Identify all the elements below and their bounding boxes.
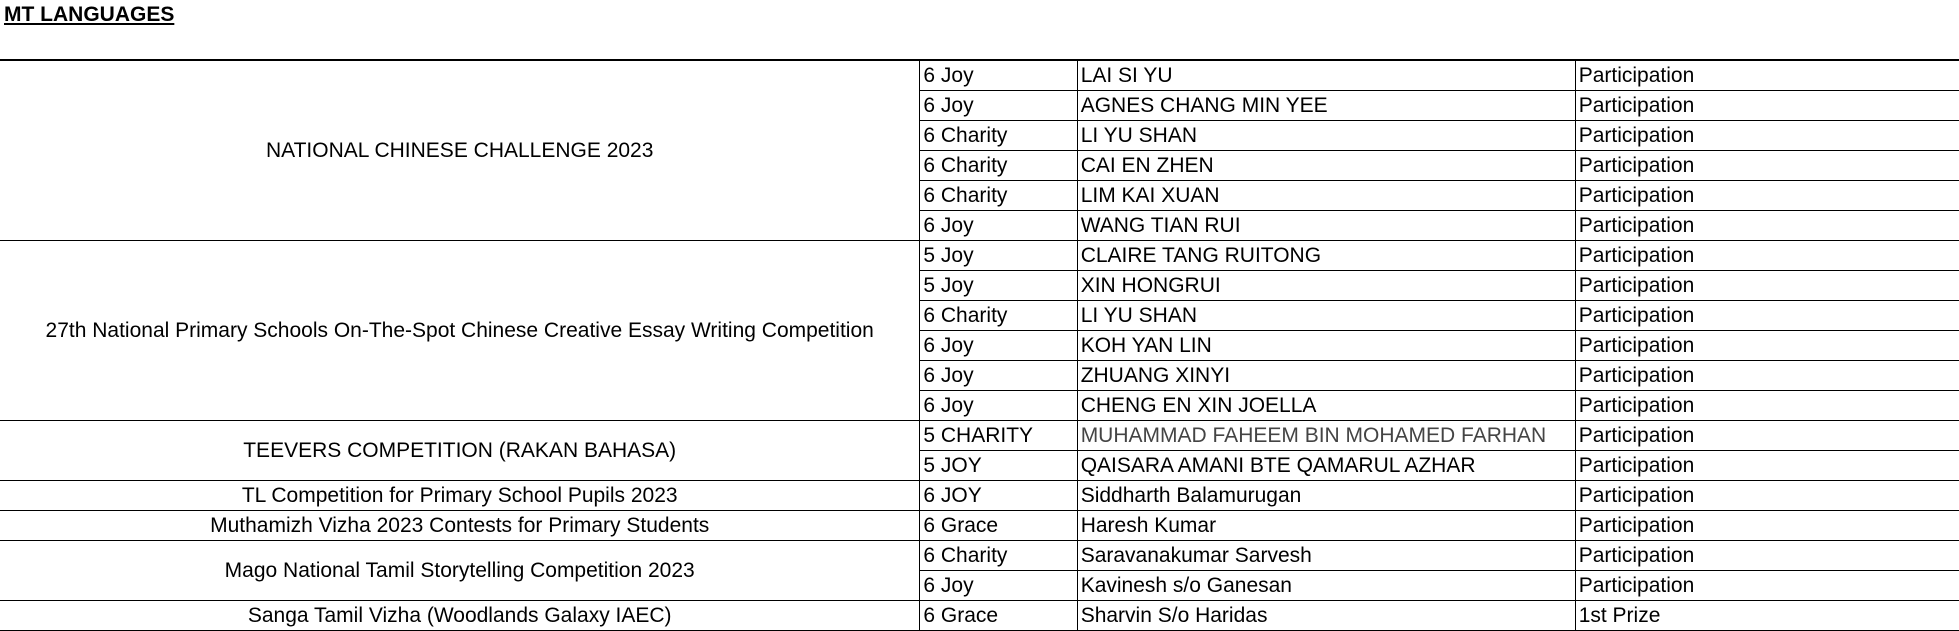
- student-name-cell[interactable]: LIM KAI XUAN: [1077, 181, 1575, 211]
- award-cell[interactable]: Participation: [1575, 331, 1959, 361]
- award-cell[interactable]: 1st Prize: [1575, 601, 1959, 631]
- table-row: [0, 241, 1959, 271]
- student-name-cell[interactable]: ZHUANG XINYI: [1077, 361, 1575, 391]
- student-name-cell[interactable]: LAI SI YU: [1077, 61, 1575, 91]
- award-cell[interactable]: Participation: [1575, 481, 1959, 511]
- table-row: [0, 61, 1959, 91]
- class-cell[interactable]: 6 Charity: [920, 181, 1077, 211]
- student-name-cell[interactable]: QAISARA AMANI BTE QAMARUL AZHAR: [1077, 451, 1575, 481]
- award-cell[interactable]: Participation: [1575, 271, 1959, 301]
- competition-name-cell[interactable]: Sanga Tamil Vizha (Woodlands Galaxy IAEC): [0, 601, 920, 631]
- award-cell[interactable]: Participation: [1575, 211, 1959, 241]
- competition-name-cell[interactable]: TL Competition for Primary School Pupils 2023: [0, 481, 920, 511]
- student-name-cell[interactable]: CLAIRE TANG RUITONG: [1077, 241, 1575, 271]
- award-cell[interactable]: Participation: [1575, 391, 1959, 421]
- class-cell[interactable]: 6 Charity: [920, 151, 1077, 181]
- award-cell[interactable]: Participation: [1575, 541, 1959, 571]
- table-row: [0, 421, 1959, 451]
- student-name-cell[interactable]: Kavinesh s/o Ganesan: [1077, 571, 1575, 601]
- award-cell[interactable]: Participation: [1575, 511, 1959, 541]
- student-name-cell[interactable]: KOH YAN LIN: [1077, 331, 1575, 361]
- student-name-cell[interactable]: Saravanakumar Sarvesh: [1077, 541, 1575, 571]
- competition-name-cell[interactable]: NATIONAL CHINESE CHALLENGE 2023: [0, 61, 920, 241]
- table-row: [0, 511, 1959, 541]
- award-cell[interactable]: Participation: [1575, 451, 1959, 481]
- student-name-cell[interactable]: Haresh Kumar: [1077, 511, 1575, 541]
- student-name-cell[interactable]: XIN HONGRUI: [1077, 271, 1575, 301]
- competition-name-cell[interactable]: Mago National Tamil Storytelling Competition 2023: [0, 541, 920, 601]
- award-cell[interactable]: Participation: [1575, 61, 1959, 91]
- award-cell[interactable]: Participation: [1575, 421, 1959, 451]
- table-row: [0, 601, 1959, 631]
- table-row: [0, 541, 1959, 571]
- class-cell[interactable]: 6 Grace: [920, 601, 1077, 631]
- class-cell[interactable]: 6 JOY: [920, 481, 1077, 511]
- class-cell[interactable]: 6 Joy: [920, 391, 1077, 421]
- competition-name-cell[interactable]: TEEVERS COMPETITION (RAKAN BAHASA): [0, 421, 920, 481]
- sheet-title: MT LANGUAGES: [4, 3, 175, 26]
- student-name-cell[interactable]: Sharvin S/o Haridas: [1077, 601, 1575, 631]
- class-cell[interactable]: 6 Charity: [920, 121, 1077, 151]
- results-table-body: [0, 61, 1959, 631]
- student-name-cell[interactable]: CHENG EN XIN JOELLA: [1077, 391, 1575, 421]
- student-name-cell[interactable]: Siddharth Balamurugan: [1077, 481, 1575, 511]
- class-cell[interactable]: 6 Joy: [920, 331, 1077, 361]
- student-name-cell[interactable]: WANG TIAN RUI: [1077, 211, 1575, 241]
- award-cell[interactable]: Participation: [1575, 301, 1959, 331]
- class-cell[interactable]: 5 Joy: [920, 271, 1077, 301]
- class-cell[interactable]: 5 CHARITY: [920, 421, 1077, 451]
- title-row: [0, 0, 1959, 60]
- award-cell[interactable]: Participation: [1575, 571, 1959, 601]
- student-name-cell[interactable]: AGNES CHANG MIN YEE: [1077, 91, 1575, 121]
- results-table: [0, 60, 1959, 631]
- student-name-cell[interactable]: LI YU SHAN: [1077, 301, 1575, 331]
- award-cell[interactable]: Participation: [1575, 121, 1959, 151]
- class-cell[interactable]: 6 Joy: [920, 361, 1077, 391]
- competition-name-cell[interactable]: 27th National Primary Schools On-The-Spot Chinese Creative Essay Writing Competition: [0, 241, 920, 421]
- class-cell[interactable]: 6 Joy: [920, 91, 1077, 121]
- student-name-cell[interactable]: CAI EN ZHEN: [1077, 151, 1575, 181]
- class-cell[interactable]: 6 Joy: [920, 211, 1077, 241]
- class-cell[interactable]: 6 Joy: [920, 571, 1077, 601]
- class-cell[interactable]: 6 Charity: [920, 541, 1077, 571]
- class-cell[interactable]: 5 JOY: [920, 451, 1077, 481]
- class-cell[interactable]: 5 Joy: [920, 241, 1077, 271]
- class-cell[interactable]: 6 Joy: [920, 61, 1077, 91]
- table-row: [0, 481, 1959, 511]
- award-cell[interactable]: Participation: [1575, 91, 1959, 121]
- student-name-cell[interactable]: MUHAMMAD FAHEEM BIN MOHAMED FARHAN: [1077, 421, 1575, 451]
- award-cell[interactable]: Participation: [1575, 241, 1959, 271]
- student-name-cell[interactable]: LI YU SHAN: [1077, 121, 1575, 151]
- competition-name-cell[interactable]: Muthamizh Vizha 2023 Contests for Primary Students: [0, 511, 920, 541]
- award-cell[interactable]: Participation: [1575, 151, 1959, 181]
- class-cell[interactable]: 6 Charity: [920, 301, 1077, 331]
- award-cell[interactable]: Participation: [1575, 181, 1959, 211]
- award-cell[interactable]: Participation: [1575, 361, 1959, 391]
- class-cell[interactable]: 6 Grace: [920, 511, 1077, 541]
